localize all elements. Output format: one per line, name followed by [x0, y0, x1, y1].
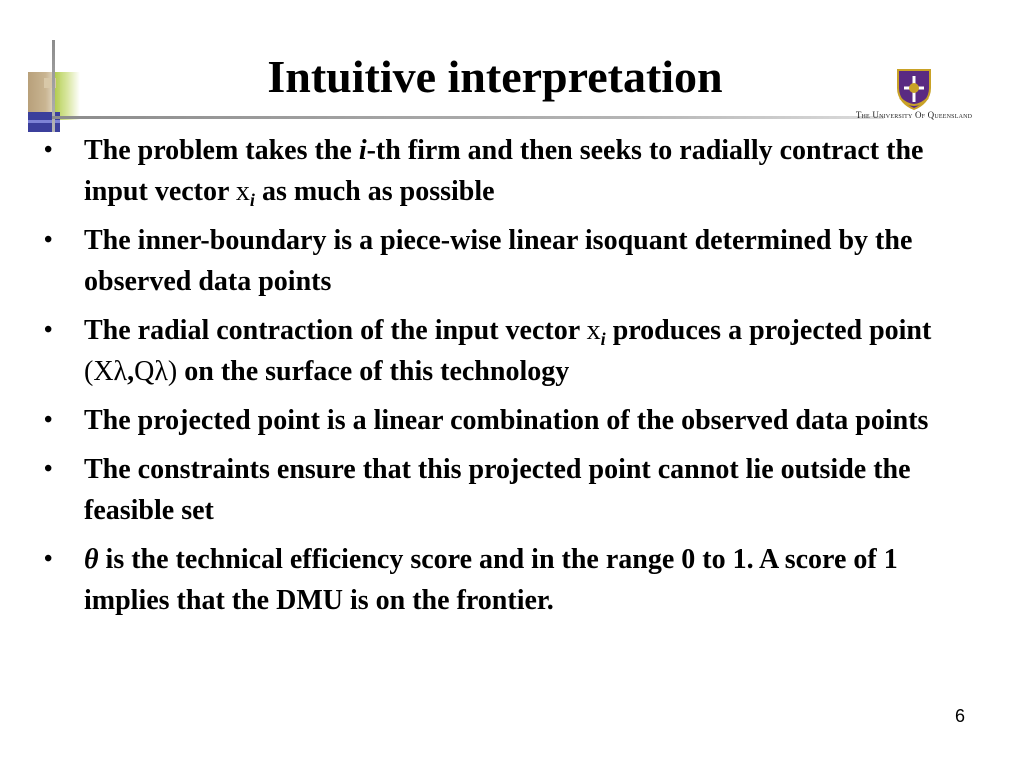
- title-underline-rule: [52, 116, 884, 119]
- bullet-text: The projected point is a linear combination of the observed data points: [84, 405, 929, 436]
- bullet-item: [44, 400, 964, 441]
- bullet-marker: •: [44, 137, 53, 163]
- bullet-text: as much as possible: [254, 176, 495, 207]
- bullet-text: The constraints ensure that this projected point cannot lie outside the feasible set: [84, 454, 911, 526]
- page-number: 6: [954, 706, 965, 726]
- bullet-marker: •: [44, 546, 53, 572]
- decorative-stripe-blue: [28, 120, 60, 123]
- bullet-math-theta: θ: [84, 544, 99, 575]
- bullet-item: [44, 539, 964, 621]
- university-logo: [834, 68, 994, 124]
- bullet-math-x: x: [586, 315, 601, 346]
- bullet-text: The problem takes the: [84, 135, 359, 166]
- bullet-math-subscript: i: [600, 329, 606, 349]
- bullet-item: [44, 310, 964, 392]
- bullet-math-projected-point: Qλ): [134, 356, 178, 387]
- bullet-text: The inner-boundary is a piece-wise linear isoquant determined by the observed data points: [84, 225, 913, 297]
- bullet-marker: •: [44, 456, 53, 482]
- bullet-marker: •: [44, 317, 53, 343]
- bullet-marker: •: [44, 407, 53, 433]
- university-logo-text: The University Of Queensland: [855, 110, 973, 120]
- bullet-item: [44, 449, 964, 531]
- bullet-text: The radial contraction of the input vector: [84, 315, 587, 346]
- slide-title: Intuitive interpretation: [267, 51, 723, 102]
- bullet-item: [44, 130, 964, 212]
- bullet-list: [44, 130, 964, 629]
- bullet-math-comma: ,: [127, 356, 135, 387]
- bullet-marker: •: [44, 227, 53, 253]
- bullet-text: on the surface of this technology: [177, 356, 570, 387]
- bullet-text: -th firm and then seeks to radially contract the input vector: [84, 135, 924, 207]
- bullet-math-i: i: [358, 135, 367, 166]
- bullet-math-subscript: i: [249, 190, 255, 210]
- bullet-text: is the technical efficiency score and in the range 0 to 1. A score of 1 implies that the DMU is on the frontier.: [84, 544, 898, 616]
- university-crest-icon: [896, 68, 932, 110]
- bullet-math-projected-point: (Xλ: [84, 356, 128, 387]
- bullet-item: [44, 220, 964, 302]
- bullet-text: produces a projected point: [605, 315, 932, 346]
- bullet-math-x: x: [235, 176, 250, 207]
